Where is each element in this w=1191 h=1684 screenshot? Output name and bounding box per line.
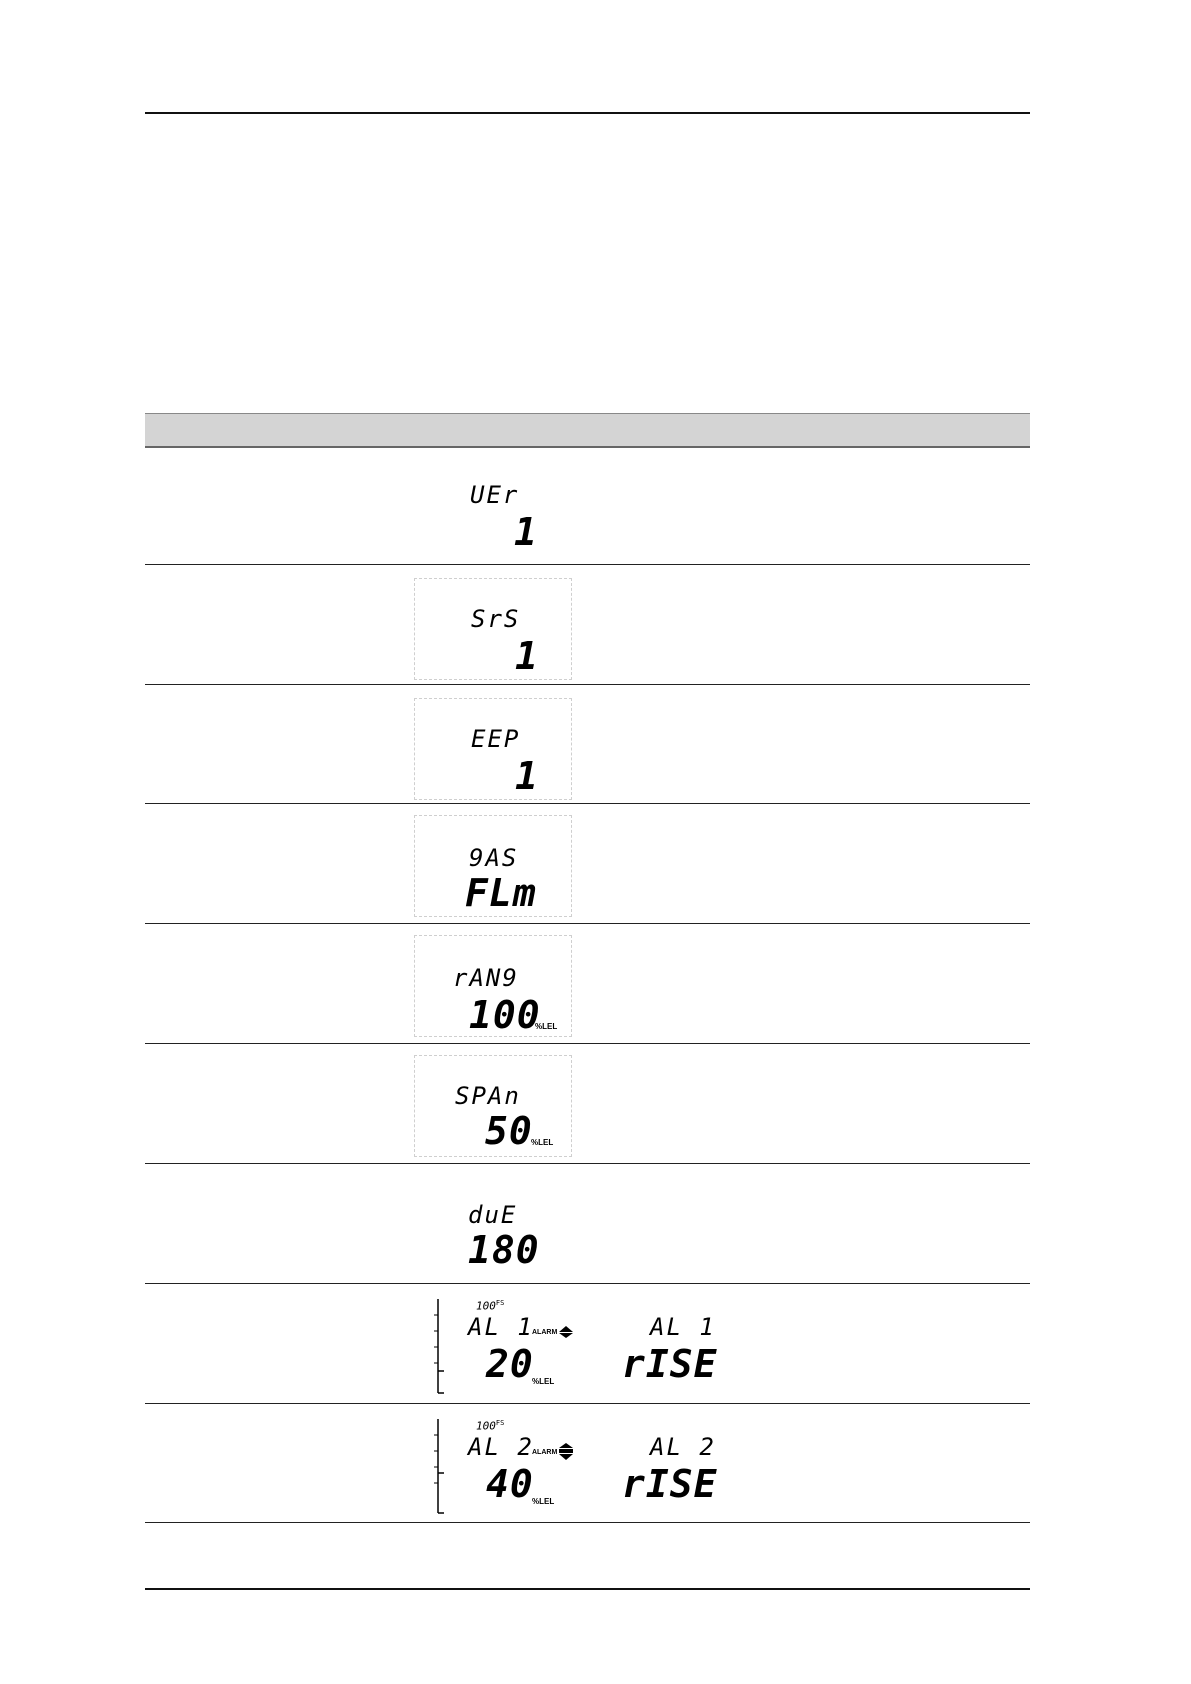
- row-divider: [145, 1163, 1030, 1164]
- lcd-top-text: EEP: [471, 725, 521, 753]
- row-divider: [145, 803, 1030, 804]
- lcd-display-version: [414, 465, 572, 567]
- row-divider: [145, 1043, 1030, 1044]
- row-divider: [145, 1522, 1030, 1523]
- scale-full-label: $100^{FS}$: [476, 1299, 505, 1313]
- top-rule: [145, 112, 1030, 114]
- lcd-display-due: [414, 1175, 572, 1277]
- unit-label: %LEL: [531, 1138, 554, 1147]
- bar-graph-scale: [424, 1417, 444, 1517]
- lcd-display-eep: [414, 698, 572, 800]
- lcd-display-alarm2-mode: [610, 1415, 730, 1517]
- lcd-display-alarm1-mode: [610, 1295, 730, 1397]
- table-header-band: [145, 413, 1030, 448]
- row-divider: [145, 564, 1030, 565]
- row-divider: [145, 1403, 1030, 1404]
- alarm-indicator-label: ALARM: [532, 1329, 558, 1336]
- bar-graph-scale: [424, 1297, 444, 1397]
- lcd-top-text: AL 2: [650, 1433, 716, 1461]
- bottom-rule: [145, 1588, 1030, 1590]
- lcd-top-text: SrS: [471, 605, 521, 633]
- unit-label: %LEL: [532, 1377, 555, 1386]
- lcd-display-gas: [414, 815, 572, 917]
- lcd-bottom-value: 1: [515, 634, 539, 678]
- lcd-display-span: [414, 1055, 572, 1157]
- lcd-bottom-value: 180: [468, 1228, 540, 1272]
- lcd-bottom-value: rISE: [622, 1462, 718, 1506]
- lcd-bottom-value: 100: [469, 993, 541, 1037]
- lcd-top-text: AL 1: [650, 1313, 716, 1341]
- lcd-top-text: SPAn: [455, 1082, 521, 1110]
- alarm-rising-icon: [559, 1326, 573, 1338]
- lcd-bottom-value: FLm: [465, 871, 537, 915]
- lcd-bottom-value: 20: [486, 1342, 534, 1386]
- lcd-bottom-value: 1: [515, 754, 539, 798]
- scale-full-label: $100^{FS}$: [476, 1419, 505, 1433]
- lcd-bottom-value: rISE: [622, 1342, 718, 1386]
- row-divider: [145, 1283, 1030, 1284]
- alarm-rising-icon: [559, 1443, 573, 1461]
- lcd-bottom-value: 50: [485, 1109, 533, 1153]
- lcd-top-text: duE: [468, 1201, 518, 1229]
- lcd-top-text: UEr: [470, 481, 520, 509]
- lcd-display-alarm2: [414, 1415, 590, 1517]
- unit-label: %LEL: [535, 1022, 558, 1031]
- row-divider: [145, 684, 1030, 685]
- lcd-top-text: AL 2: [468, 1433, 534, 1461]
- unit-label: %LEL: [532, 1497, 555, 1506]
- lcd-top-text: 9AS: [469, 844, 519, 872]
- lcd-top-text: rAN9: [453, 964, 519, 992]
- lcd-bottom-value: 1: [514, 510, 538, 554]
- lcd-bottom-value: 40: [486, 1462, 534, 1506]
- lcd-display-alarm1: [414, 1295, 590, 1397]
- lcd-top-text: AL 1: [468, 1313, 534, 1341]
- lcd-display-srs: [414, 578, 572, 680]
- row-divider: [145, 923, 1030, 924]
- lcd-display-range: [414, 935, 572, 1037]
- alarm-indicator-label: ALARM: [532, 1449, 558, 1456]
